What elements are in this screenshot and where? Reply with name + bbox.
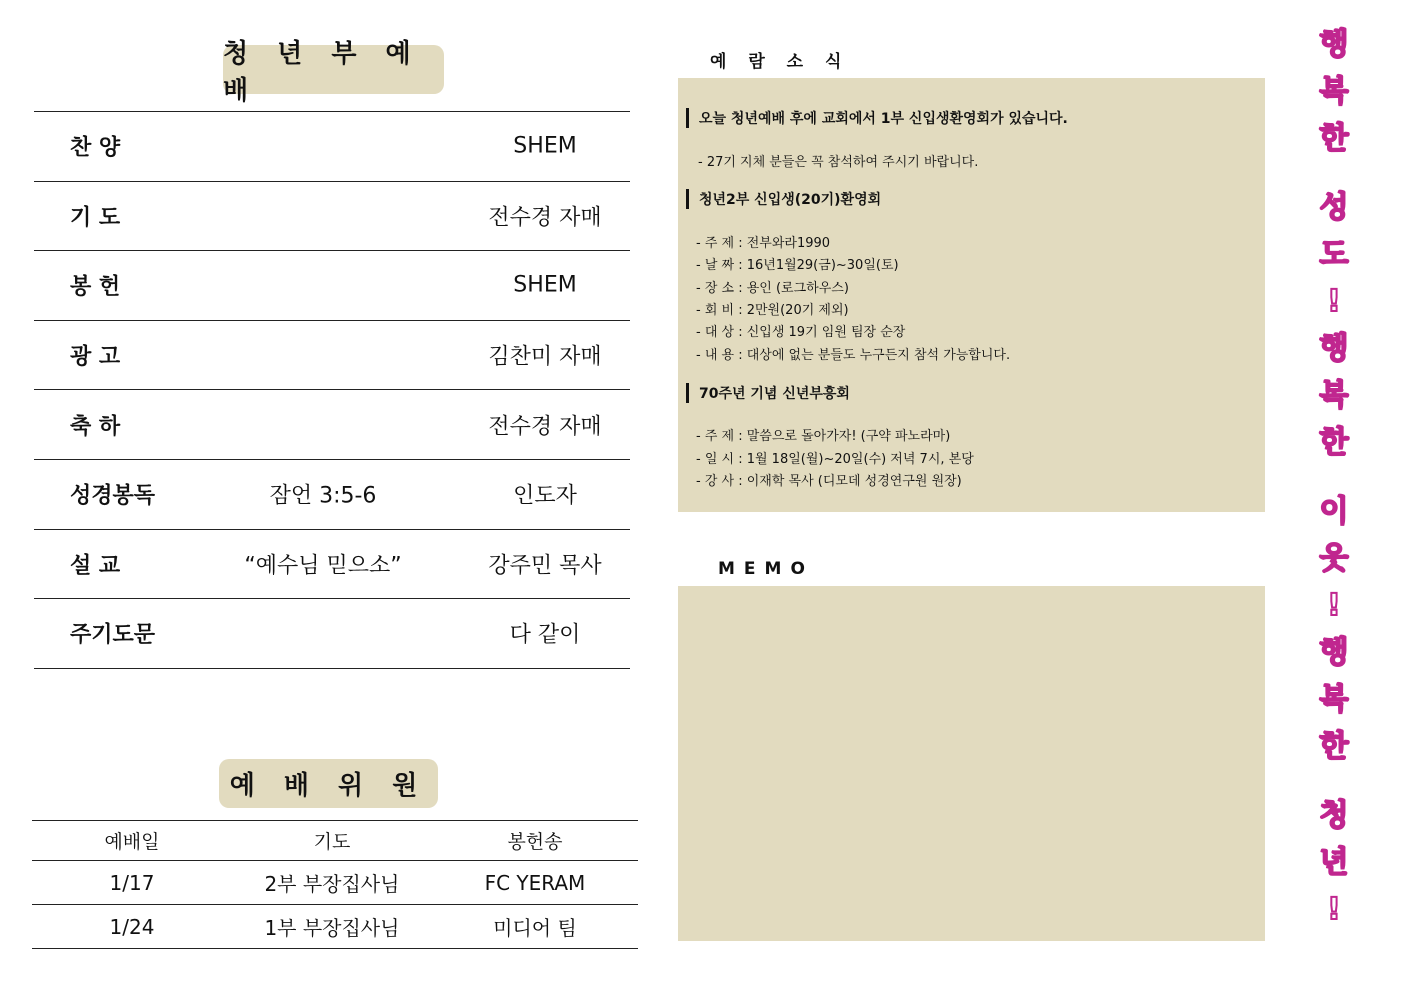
memo-box	[678, 586, 1265, 941]
service-title: 청 년 부 예 배	[223, 45, 444, 94]
slogan-char: 한	[1319, 121, 1349, 156]
slogan-char: !	[1327, 892, 1341, 927]
news-item: - 일 시 : 1월 18일(월)~20일(수) 저녁 7시, 본당	[696, 452, 974, 467]
slogan-char: 년	[1319, 845, 1349, 880]
committee-cell: FC YERAM	[432, 861, 638, 905]
order-detail: 잠언 3:5-6	[269, 483, 377, 509]
order-label: 축 하	[70, 414, 121, 440]
order-person: 다 같이	[509, 622, 581, 648]
slogan-char: !	[1327, 588, 1341, 623]
news-item: - 대 상 : 신입생 19기 임원 팀장 순장	[696, 325, 906, 340]
service-order-table	[34, 111, 630, 669]
order-person: 인도자	[513, 483, 577, 509]
slogan-char: 행	[1319, 331, 1349, 366]
vertical-slogan	[1312, 27, 1356, 942]
committee-cell: 1/24	[32, 905, 232, 949]
slogan-char: 행	[1319, 27, 1349, 62]
news-item: - 회 비 : 2만원(20기 제외)	[696, 303, 849, 318]
order-row	[34, 529, 630, 599]
order-row	[34, 181, 630, 251]
slogan-char: 성	[1319, 190, 1349, 225]
order-label: 성경봉독	[70, 483, 156, 509]
order-row	[34, 111, 630, 181]
committee-row	[32, 861, 638, 905]
news-item: - 날 짜 : 16년1월29(금)~30일(토)	[696, 258, 899, 273]
order-row	[34, 250, 630, 320]
order-label: 기 도	[70, 205, 121, 231]
committee-cell: 미디어 팀	[432, 905, 638, 949]
order-person: 김찬미 자매	[488, 344, 602, 370]
order-person: SHEM	[513, 133, 577, 159]
order-row	[34, 459, 630, 529]
news-item: - 27기 지체 분들은 꼭 참석하여 주시기 바랍니다.	[698, 155, 979, 170]
committee-cell: 2부 부장집사님	[232, 861, 432, 905]
committee-header: 예배일	[32, 821, 232, 861]
slogan-char: 한	[1319, 729, 1349, 764]
order-label: 봉 헌	[70, 274, 121, 300]
order-person: 강주민 목사	[488, 553, 602, 579]
committee-cell: 1부 부장집사님	[232, 905, 432, 949]
order-label: 설 교	[70, 553, 121, 579]
news-box	[678, 78, 1265, 512]
slogan-char: 복	[1319, 682, 1349, 717]
committee-header-row	[32, 821, 638, 861]
committee-header: 봉헌송	[432, 821, 638, 861]
committee-table	[32, 820, 638, 949]
slogan-char: 복	[1319, 74, 1349, 109]
order-person: 전수경 자매	[488, 414, 602, 440]
slogan-char: !	[1327, 284, 1341, 319]
news-title: 70주년 기념 신년부흥회	[686, 383, 850, 403]
order-label: 찬 양	[70, 135, 121, 161]
slogan-char: 청	[1319, 798, 1349, 833]
slogan-char: 복	[1319, 378, 1349, 413]
order-label: 주기도문	[70, 622, 156, 648]
news-title: 청년2부 신입생(20기)환영회	[686, 189, 881, 209]
order-person: SHEM	[513, 272, 577, 298]
committee-title: 예 배 위 원	[219, 759, 438, 808]
slogan-char: 웃	[1319, 541, 1349, 576]
order-row	[34, 320, 630, 390]
order-row	[34, 598, 630, 669]
order-person: 전수경 자매	[488, 205, 602, 231]
news-item: - 강 사 : 이재학 목사 (디모데 성경연구원 원장)	[696, 474, 962, 489]
news-title: 오늘 청년예배 후에 교회에서 1부 신입생환영회가 있습니다.	[686, 108, 1068, 128]
news-heading: 예 람 소 식	[710, 52, 850, 72]
news-item: - 주 제 : 말씀으로 돌아가자! (구약 파노라마)	[696, 429, 951, 444]
order-row	[34, 389, 630, 459]
memo-heading: MEMO	[718, 559, 814, 579]
slogan-char: 이	[1319, 494, 1349, 529]
slogan-char: 도	[1319, 237, 1349, 272]
slogan-char: 한	[1319, 425, 1349, 460]
committee-header: 기도	[232, 821, 432, 861]
news-item: - 내 용 : 대상에 없는 분들도 누구든지 참석 가능합니다.	[696, 348, 1011, 363]
committee-row	[32, 905, 638, 949]
news-item: - 장 소 : 용인 (로그하우스)	[696, 281, 849, 296]
news-item: - 주 제 : 전부와라1990	[696, 236, 831, 251]
committee-cell: 1/17	[32, 861, 232, 905]
slogan-char: 행	[1319, 635, 1349, 670]
order-label: 광 고	[70, 344, 121, 370]
order-detail: “예수님 믿으소”	[244, 553, 402, 579]
